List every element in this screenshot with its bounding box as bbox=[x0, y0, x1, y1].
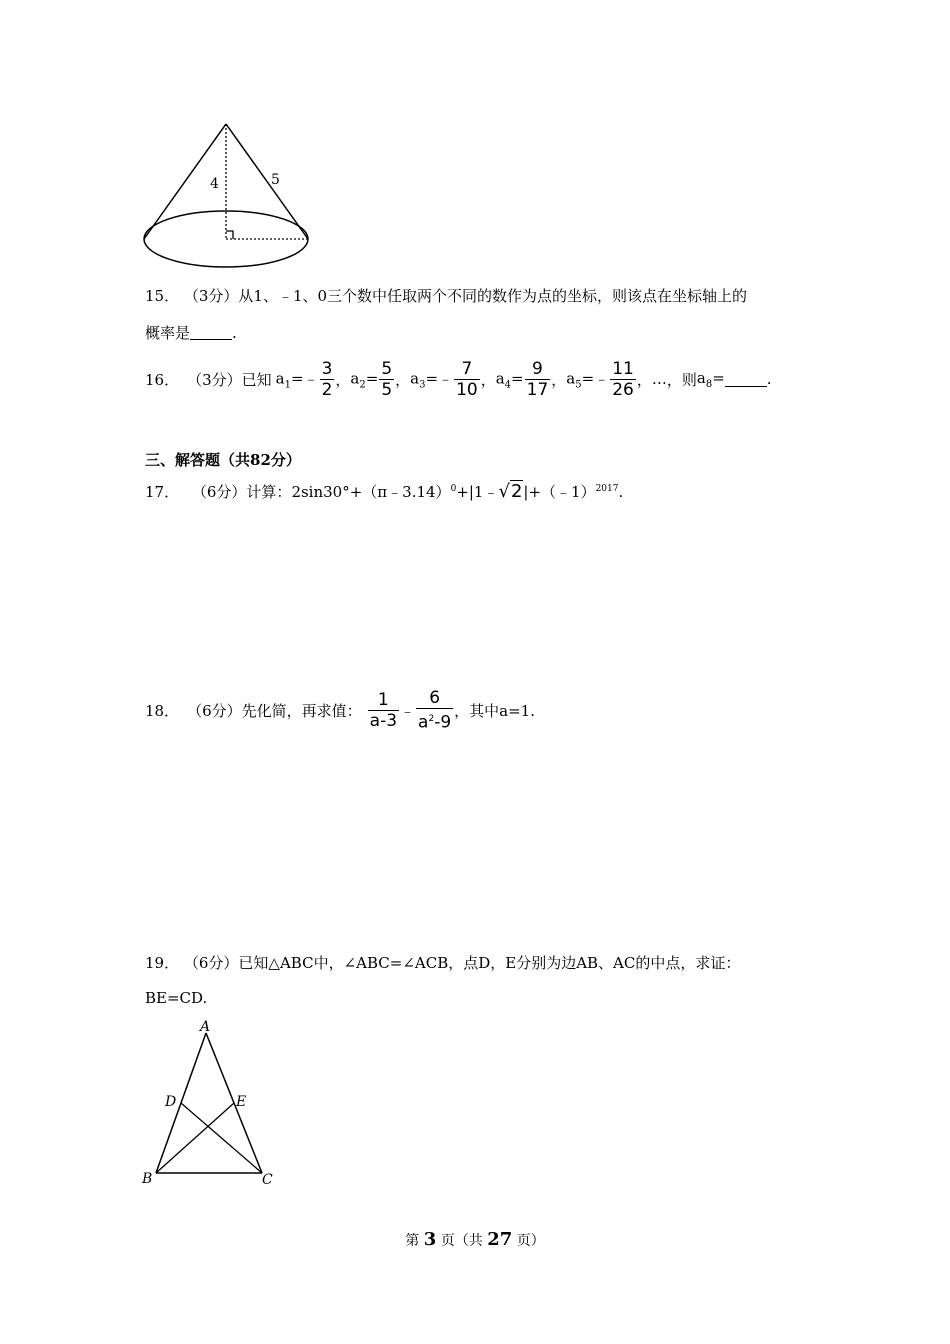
q19-text-line1: 已知△ABC中，∠ABC=∠ACB，点D，E分别为边AB、AC的中点，求证： bbox=[238, 954, 741, 972]
page-footer: 第 3 页（共 27 页） bbox=[405, 1229, 545, 1250]
q17-end: . bbox=[618, 483, 624, 501]
q16-number: 16． bbox=[145, 370, 180, 389]
q17-expr-c: |+（﹣1） bbox=[523, 483, 596, 501]
q19-line2 bbox=[145, 989, 207, 1007]
q16-term-3: $a_3=﹣$ $\frac{7}{10}$ bbox=[410, 358, 478, 400]
q16-term-5: $a_5=﹣$ $\frac{11}{26}$ bbox=[566, 358, 634, 400]
q16-line: 16． （3分） 已知 $a_1=﹣$ $\frac{3}{2}$ ， $a_2=$ $\frac{5}{5}$ ， $a_3=﹣$ $\frac{7}{10}$ ， $a_4=$ $\frac{9}{17}$ ， $a_5=﹣$ $\frac{11}{26}$ ， … ，则 $a_8=$ . bbox=[145, 358, 772, 400]
q17-expr-a: 2sin30°+（π﹣3.14） bbox=[291, 483, 451, 501]
q15-number: 15． bbox=[145, 287, 180, 305]
q19-line1 bbox=[145, 952, 740, 973]
q16-term-1: $a_1=﹣$ $\frac{3}{2}$ bbox=[275, 358, 333, 400]
q18-fraction-2: $\frac{6}{a^2-9}$ bbox=[418, 687, 452, 733]
q15-text-line2: 概率是 bbox=[145, 324, 191, 342]
q16-then: ，则 bbox=[666, 370, 697, 389]
q15-line2 bbox=[145, 322, 237, 343]
right-angle-mark bbox=[226, 231, 233, 239]
q17-lead: 计算： bbox=[246, 483, 292, 501]
q15-line1 bbox=[145, 285, 747, 306]
q17-sqrt: √2 bbox=[498, 481, 523, 502]
triangle-figure bbox=[138, 1015, 283, 1190]
q18-minus: ﹣ bbox=[400, 701, 416, 720]
q18-fraction-1: $\frac{1}{a-3}$ bbox=[369, 689, 398, 731]
cone-height-label: 4 bbox=[210, 176, 219, 192]
q16-score: （3分） bbox=[187, 370, 242, 389]
q18-lead: 先化简，再求值： bbox=[241, 701, 362, 720]
q15-text-line1: 从1、﹣1、0三个数中任取两个不同的数作为点的坐标，则该点在坐标轴上的 bbox=[238, 287, 748, 305]
q17-expr-b: +|1﹣ bbox=[456, 483, 499, 501]
q17-number: 17． bbox=[145, 483, 180, 501]
point-d-label: D bbox=[165, 1094, 177, 1110]
q17-exp2017: 2017 bbox=[595, 484, 619, 494]
cone-slant-label: 5 bbox=[271, 172, 280, 188]
q16-ellipsis: … bbox=[651, 370, 667, 388]
vertex-b-label: B bbox=[142, 1171, 153, 1187]
section3-title: 三、解答题（共82分） bbox=[145, 451, 301, 469]
q18-number: 18． bbox=[145, 701, 180, 720]
q16-term-2: $a_2=$ $\frac{5}{5}$ bbox=[350, 358, 393, 400]
q18-line bbox=[145, 686, 535, 734]
q16-end: . bbox=[766, 370, 772, 388]
q15-score: （3分） bbox=[183, 287, 239, 305]
q16-target: $a_8=$ bbox=[696, 368, 725, 390]
q16-answer-blank bbox=[725, 372, 767, 387]
q16-lead: 已知 bbox=[241, 370, 272, 389]
q15-answer-blank bbox=[190, 325, 232, 340]
page-total: 27 bbox=[487, 1229, 513, 1250]
q17-score: （6分） bbox=[191, 483, 247, 501]
q18-score: （6分） bbox=[187, 701, 242, 720]
q17-line bbox=[145, 481, 623, 502]
q19-number: 19． bbox=[145, 954, 180, 972]
vertex-a-label: A bbox=[200, 1019, 211, 1035]
q17-exp0: 0 bbox=[450, 484, 457, 494]
q19-score: （6分） bbox=[183, 954, 239, 972]
page-number: 3 bbox=[423, 1229, 437, 1250]
q15-end: . bbox=[232, 324, 237, 342]
q16-term-4: $a_4=$ $\frac{9}{17}$ bbox=[495, 358, 549, 400]
cone-right-edge bbox=[226, 124, 308, 239]
point-e-label: E bbox=[236, 1094, 247, 1110]
cone-figure bbox=[140, 118, 320, 273]
q19-text-line2: BE=CD. bbox=[145, 989, 208, 1007]
q18-tail: ，其中a=1. bbox=[454, 701, 535, 720]
vertex-c-label: C bbox=[262, 1172, 273, 1188]
